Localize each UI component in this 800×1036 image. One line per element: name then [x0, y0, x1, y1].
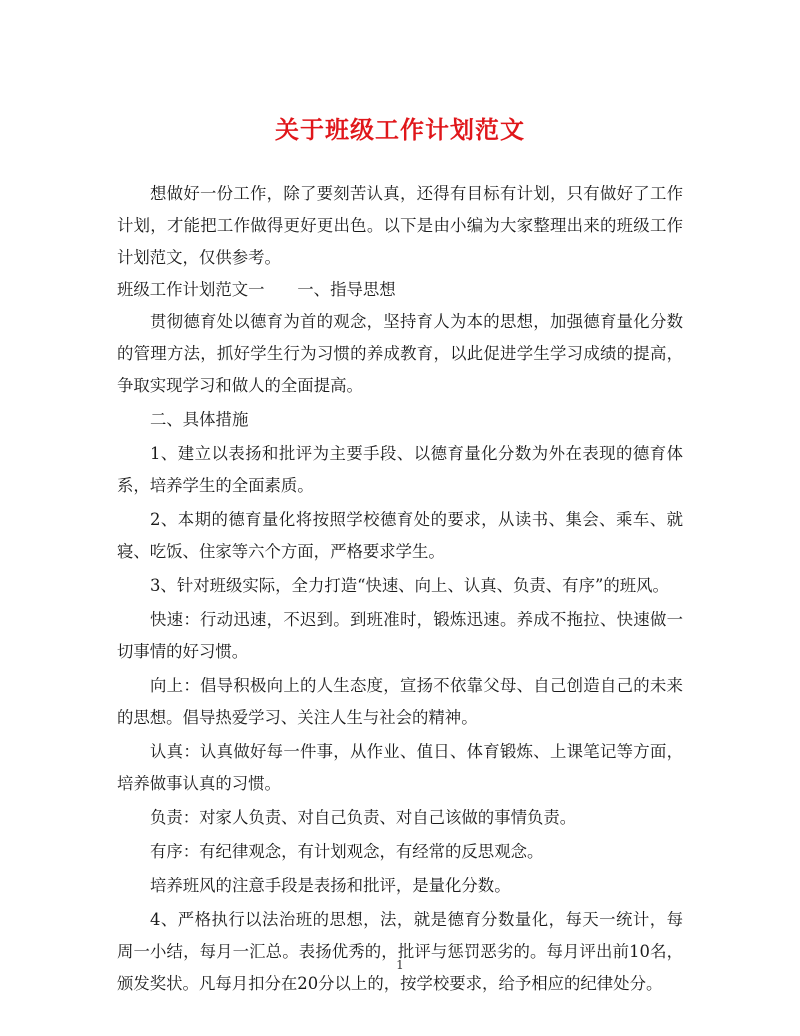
body-paragraph: 负责：对家人负责、对自己负责、对自己该做的事情负责。 [150, 808, 577, 827]
document-body [117, 178, 683, 1000]
page-number: 1 [396, 958, 404, 972]
body-paragraph: 有序：有纪律观念，有计划观念，有经常的反思观念。 [150, 842, 544, 861]
body-paragraph: 认真：认真做好每一件事，从作业、值日、体育锻炼、上课笔记等方面，培养做事认真的习惯。 [117, 742, 683, 793]
body-paragraph: 1、建立以表扬和批评为主要手段、以德育量化分数为外在表现的德育体系，培养学生的全面素质。 [117, 444, 683, 495]
body-paragraph: 培养班风的注意手段是表扬和批评，是量化分数。 [150, 876, 511, 895]
body-paragraph: 贯彻德育处以德育为首的观念，坚持育人为本的思想，加强德育量化分数的管理方法，抓好学生行为习惯的养成教育，以此促进学生学习成绩的提高，争取实现学习和做人的全面提高。 [117, 312, 683, 395]
body-paragraph: 3、针对班级实际，全力打造“快速、向上、认真、负责、有序”的班风。 [150, 576, 669, 595]
body-paragraph: 4、严格执行以法治班的思想，法，就是德育分数量化，每天一统计，每周一小结，每月一汇总。表扬优秀的，批评与惩罚恶劣的。每月评出前10名，颁发奖状。凡每月扣分在20分以上的，按学校要求，给予相应的纪律处分。 [117, 910, 683, 993]
intro-paragraph: 想做好一份工作，除了要刻苦认真，还得有目标有计划，只有做好了工作计划，才能把工作做得更好更出色。以下是由小编为大家整理出来的班级工作计划范文，仅供参考。 [117, 184, 683, 267]
body-paragraph: 向上：倡导积极向上的人生态度，宣扬不依靠父母、自己创造自己的未来的思想。倡导热爱学习、关注人生与社会的精神。 [117, 676, 683, 727]
document-title: 关于班级工作计划范文 [275, 115, 525, 144]
section-heading-guiding-ideology: 班级工作计划范文一 一、指导思想 [117, 280, 396, 299]
section-heading-measures: 二、具体措施 [150, 410, 249, 429]
body-paragraph: 快速：行动迅速，不迟到。到班准时，锻炼迅速。养成不拖拉、快速做一切事情的好习惯。 [117, 610, 683, 661]
body-paragraph: 2、本期的德育量化将按照学校德育处的要求，从读书、集会、乘车、就寝、吃饭、住家等六个方面，严格要求学生。 [117, 510, 683, 561]
